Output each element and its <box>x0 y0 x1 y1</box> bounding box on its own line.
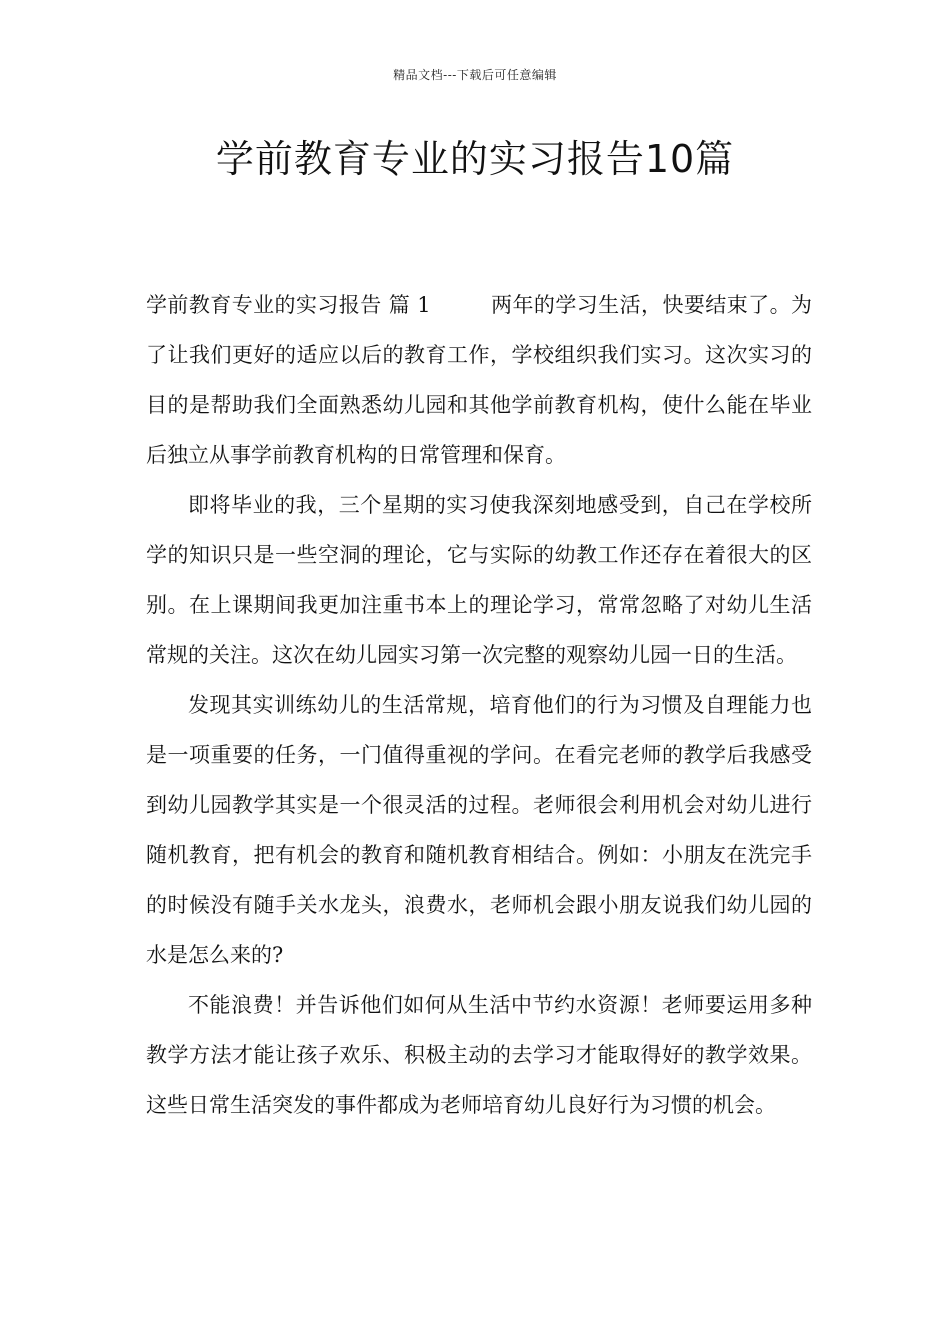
paragraph-3: 发现其实训练幼儿的生活常规，培育他们的行为习惯及自理能力也是一项重要的任务，一门值得重视的学问。在看完老师的教学后我感受到幼儿园教学其实是一个很灵活的过程。老师很会利用机会对幼儿进行随机教育，把有机会的教育和随机教育相结合。例如：小朋友在洗完手的时候没有随手关水龙头，浪费水，老师机会跟小朋友说我们幼儿园的水是怎么来的? <box>146 693 812 967</box>
paragraph-2: 即将毕业的我，三个星期的实习使我深刻地感受到，自己在学校所学的知识只是一些空洞的理论，它与实际的幼教工作还存在着很大的区别。在上课期间我更加注重书本上的理论学习，常常忽略了对幼儿生活常规的关注。这次在幼儿园实习第一次完整的观察幼儿园一日的生活。 <box>146 493 812 667</box>
document-title: 学前教育专业的实习报告10篇 <box>215 137 735 181</box>
header-note: 精品文档---下载后可任意编辑 <box>393 68 557 82</box>
paragraph-4: 不能浪费！并告诉他们如何从生活中节约水资源！老师要运用多种教学方法才能让孩子欢乐、积极主动的去学习才能取得好的教学效果。这些日常生活突发的事件都成为老师培育幼儿良好行为习惯的机会。 <box>146 993 812 1117</box>
section-label: 学前教育专业的实习报告 篇 1 <box>146 293 431 317</box>
paragraph-1 <box>146 280 812 480</box>
paragraph-1-text: 两年的学习生活，快要结束了。为了让我们更好的适应以后的教育工作，学校组织我们实习。这次实习的目的是帮助我们全面熟悉幼儿园和其他学前教育机构，使什么能在毕业后独立从事学前教育机构的日常管理和保育。 <box>146 293 812 467</box>
document-body <box>146 280 812 1130</box>
